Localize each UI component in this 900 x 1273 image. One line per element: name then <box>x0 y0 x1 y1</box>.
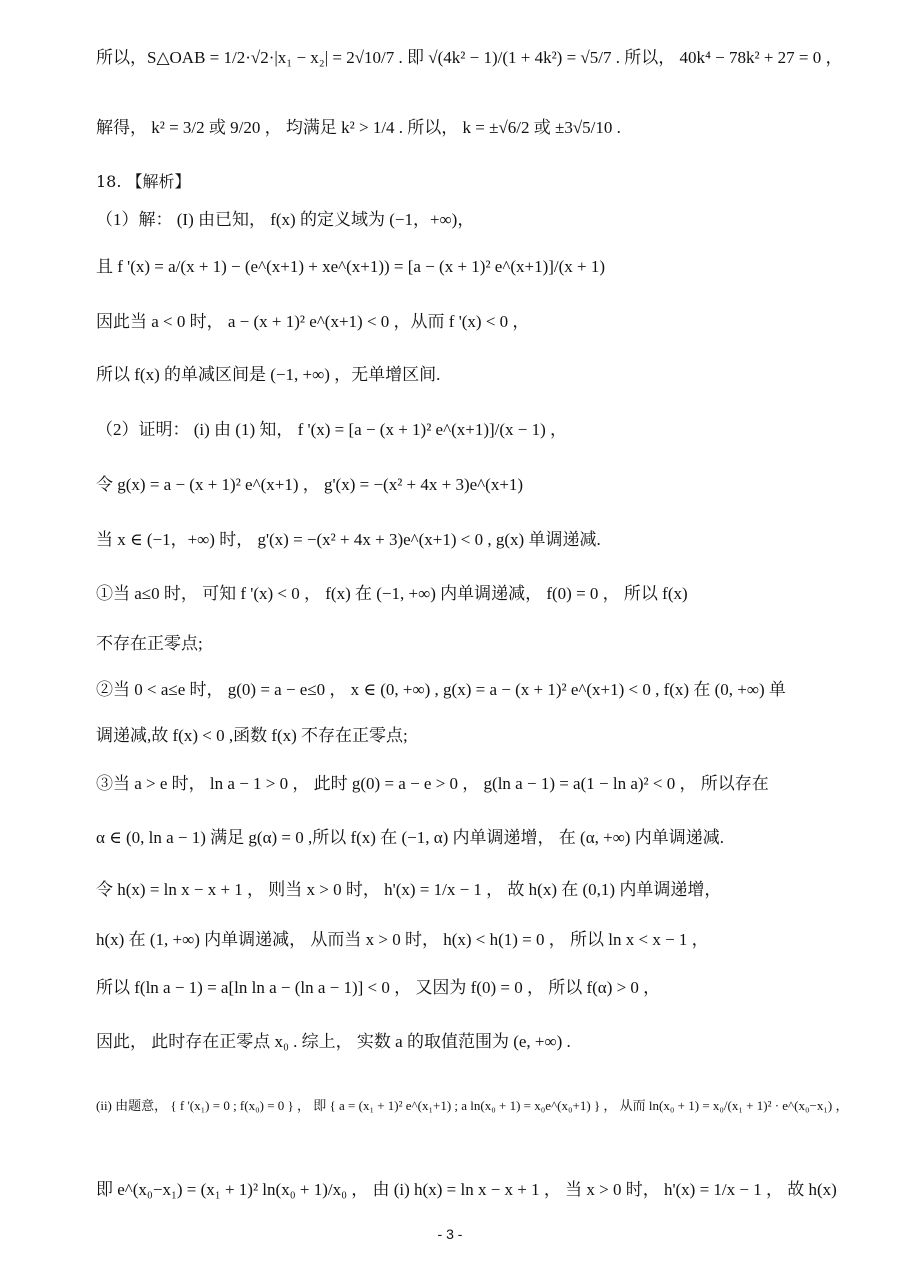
text-line: 令 g(x) = a − (x + 1)² e^(x+1) ， g'(x) = −(x² + 4x + 3)e^(x+1) <box>96 475 524 494</box>
text-line: 调递减,故 f(x) < 0 ,函数 f(x) 不存在正零点; <box>96 726 408 745</box>
text-line: （1）解： (I) 由已知， f(x) 的定义域为 (−1，+∞)， <box>96 210 475 229</box>
text-line: ③当 a > e 时， ln a − 1 > 0 ， 此时 g(0) = a − e > 0 ， g(ln a − 1) = a(1 − ln a)² < 0 ， 所以存在 <box>96 774 769 793</box>
text-line: 因此当 a < 0 时， a − (x + 1)² e^(x+1) < 0 ，从而 f '(x) < 0 ， <box>96 312 530 331</box>
text-line: 不存在正零点; <box>96 634 203 653</box>
text-line: 令 h(x) = ln x − x + 1 ， 则当 x > 0 时， h'(x) = 1/x − 1 ， 故 h(x) 在 (0,1) 内单调递增， <box>96 880 722 899</box>
text-line: 即 e^(x₀−x₁) = (x₁ + 1)² ln(x₀ + 1)/x₀ ， 由 (i) h(x) = ln x − x + 1 ， 当 x > 0 时， h'(x) = 1/x − 1 ， 故 h(x) <box>96 1180 837 1199</box>
text-line: 且 f '(x) = a/(x + 1) − (e^(x+1) + xe^(x+1)) = [a − (x + 1)² e^(x+1)]/(x + 1) <box>96 257 606 276</box>
text-line: 解得， k² = 3/2 或 9/20 ， 均满足 k² > 1/4 . 所以， k = ±√6/2 或 ±3√5/10 . <box>96 118 621 137</box>
text-line: 因此， 此时存在正零点 x₀ . 综上， 实数 a 的取值范围为 (e, +∞) . <box>96 1032 571 1051</box>
text-line: (ii) 由题意， { f '(x₁) = 0 ; f(x₀) = 0 } ， 即 { a = (x₁ + 1)² e^(x₁+1) ; a ln(x₀ + 1) = x₀e^(x₀+1) } ， 从而 ln(x₀ + 1) = x₀/(x₁ + 1)² · e^(x₀−x₁) ， <box>96 1098 849 1113</box>
text-line: 所以，S△OAB = 1/2·√2·|x₁ − x₂| = 2√10/7 . 即 √(4k² − 1)/(1 + 4k²) = √5/7 . 所以， 40k⁴ − 78k² + 27 = 0 ， <box>96 48 843 67</box>
text-line: 所以 f(ln a − 1) = a[ln ln a − (ln a − 1)] < 0 ， 又因为 f(0) = 0 ， 所以 f(α) > 0 ， <box>96 978 661 997</box>
section-heading: 18. 【解析】 <box>96 172 191 191</box>
page-number: - 3 - <box>437 1226 463 1242</box>
text-line: ②当 0 < a≤e 时， g(0) = a − e≤0 ， x ∈ (0, +∞) , g(x) = a − (x + 1)² e^(x+1) < 0 , f(x) 在 (0, +∞) 单 <box>96 680 786 699</box>
text-line: （2）证明： (i) 由 (1) 知， f '(x) = [a − (x + 1)² e^(x+1)]/(x − 1) ， <box>96 420 568 439</box>
text-line: h(x) 在 (1, +∞) 内单调递减， 从而当 x > 0 时， h(x) < h(1) = 0 ， 所以 ln x < x − 1 ， <box>96 930 709 949</box>
text-line: ①当 a≤0 时， 可知 f '(x) < 0 ， f(x) 在 (−1, +∞) 内单调递减， f(0) = 0 ， 所以 f(x) <box>96 584 688 603</box>
text-line: 当 x ∈ (−1，+∞) 时， g'(x) = −(x² + 4x + 3)e^(x+1) < 0 , g(x) 单调递减. <box>96 530 601 549</box>
text-line: 所以 f(x) 的单减区间是 (−1, +∞) ，无单增区间. <box>96 365 441 384</box>
text-line: α ∈ (0, ln a − 1) 满足 g(α) = 0 ,所以 f(x) 在 (−1, α) 内单调递增， 在 (α, +∞) 内单调递减. <box>96 828 724 847</box>
